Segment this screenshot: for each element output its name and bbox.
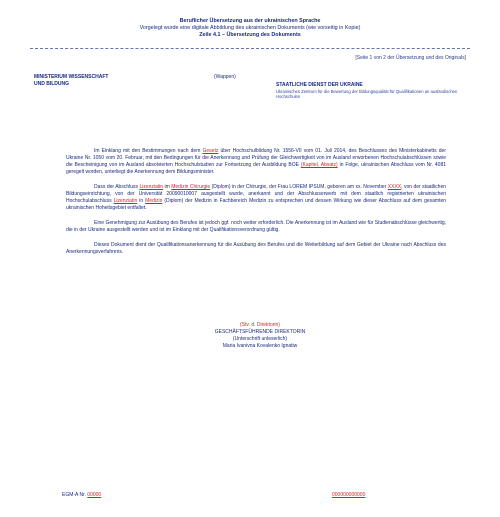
document-body bbox=[66, 148, 446, 256]
p2-text-f: (Diplom) der Medizin in Fachbereich Medizin zu entsprechen und dessen Wirkung wie dieser Abschluss auf dem gesamten ukrainischen Hoheitsgebiet entfaltet. bbox=[66, 198, 447, 211]
ministry-name-line2: UND BILDUNG bbox=[34, 80, 69, 87]
body-paragraph-2 bbox=[66, 184, 446, 212]
body-paragraph-4: Dieses Dokument dient der Qualifikationsanerkennung für die Ausübung des Berufes und die Weiterbildung auf dem Gebiet der Ukraine nach Abschluss des Anerkennungsverfahrens. bbox=[66, 242, 446, 255]
footer-form-number: 00000 bbox=[87, 492, 102, 498]
p2-text-e: in bbox=[139, 198, 144, 204]
header-title: Beruflicher Übersetzung aus der ukrainischen Sprache bbox=[179, 18, 321, 24]
p1-text-a: Im Einklang mit den Bestimmungen nach dem bbox=[94, 148, 201, 154]
footer-left bbox=[62, 492, 101, 498]
p2-highlight-5: Medizin bbox=[145, 198, 163, 204]
p2-highlight-1: Lizenziatin bbox=[139, 184, 164, 190]
p2-text-c: (Diplom) in der Chirurgie, der Frau LOREM IPSUM, geboren am xx. November bbox=[211, 184, 387, 190]
header-source-note: Vorgelegt wurde eine digitale Abbildung des ukrainischen Dokuments (wie vorseitig in Kopie) bbox=[139, 25, 361, 31]
document-header bbox=[40, 18, 460, 39]
signature-title: GESCHÄFTSFÜHRENDE DIREKTORIN bbox=[214, 329, 306, 335]
ministry-block bbox=[34, 74, 108, 87]
p2-text-b: im bbox=[164, 184, 170, 190]
p2-highlight-3: XXXX bbox=[387, 184, 402, 190]
state-service-subtitle: Ukrainisches Zentrum für die Bewertung der Bildungsqualität für Qualifikationen an ausländischen Hochschulen bbox=[276, 88, 458, 99]
header-divider bbox=[30, 48, 470, 49]
p1-highlight-1: Gesetz bbox=[202, 148, 219, 154]
p1-text-c: in Folge, ukrainischen Abschluss vom Nr. 4081 geregelt worden, unterliegt die Anerkennung dem Bildungsminister. bbox=[66, 162, 447, 175]
p2-highlight-4: Lizenziatin bbox=[113, 198, 138, 204]
page-number-note: [Seite 1 von 2 der Übersetzung und des Originals] bbox=[355, 55, 466, 61]
coat-of-arms-label: (Wappen) bbox=[214, 74, 236, 80]
footer-form-label: EGM-A Nr. bbox=[62, 492, 86, 498]
signature-role-note: (Stv. d. Direktorin) bbox=[240, 322, 280, 328]
footer-registration-number: 000000000000 bbox=[332, 492, 366, 498]
body-paragraph-1 bbox=[66, 148, 446, 176]
signatory-name: Maria Ivanivna Kovalenko Ignatiw bbox=[222, 343, 298, 349]
state-service-block bbox=[276, 82, 472, 100]
signature-note: (Unterschrift unleserlich) bbox=[232, 336, 288, 342]
state-service-name: STAATLICHE DIENST DER UKRAINE bbox=[276, 82, 363, 88]
signature-block bbox=[180, 322, 340, 350]
p2-text-a: Dass der Abschluss bbox=[94, 184, 138, 190]
header-subtitle: Zeile 4.1 – Übersetzung des Dokuments bbox=[199, 32, 301, 38]
p1-highlight-2: (Kapitel, Absatz) bbox=[300, 162, 338, 168]
p2-text-d: , von der staatlichen Bildungseinrichtung, von der Universität 20090010007 ausgestellt wurde, anerkannt und der Abschlusserwerb mit dem staatlich registrierten ukrainischen Hochschulabschluss bbox=[66, 184, 447, 204]
p1-text-b: über Hochschulbildung Nr. 1556-VII vom 01. Juli 2014, des Beschlusses des Ministerkabinetts der Ukraine Nr. 1050 vom 20. Februar, mit den Bedingungen für die Anerkennung und Prüfung der Gleichwertigkeit von im Ausland erworbenen Hochschulabschlüssen sowie die Bescheinigung von im Ausland absolvierten Hochschulstudien zur Fortsetzung der Ausbildung BOE bbox=[66, 148, 446, 168]
p2-highlight-2: Medizin Chirurgie bbox=[171, 184, 211, 190]
ministry-name-line1: MINISTERIUM WISSENSCHAFT bbox=[34, 74, 109, 80]
body-paragraph-3: Eine Genehmigung zur Ausübung des Berufes ist jedoch ggf. noch weiter erforderlich. Die Anerkennung ist im Ausland wie für Studienabschlüsse gleichwertig, die in der Ukraine ausgestellt werden und ist im Einklang mit der Qualifikationsverordnung gültig. bbox=[66, 220, 446, 233]
